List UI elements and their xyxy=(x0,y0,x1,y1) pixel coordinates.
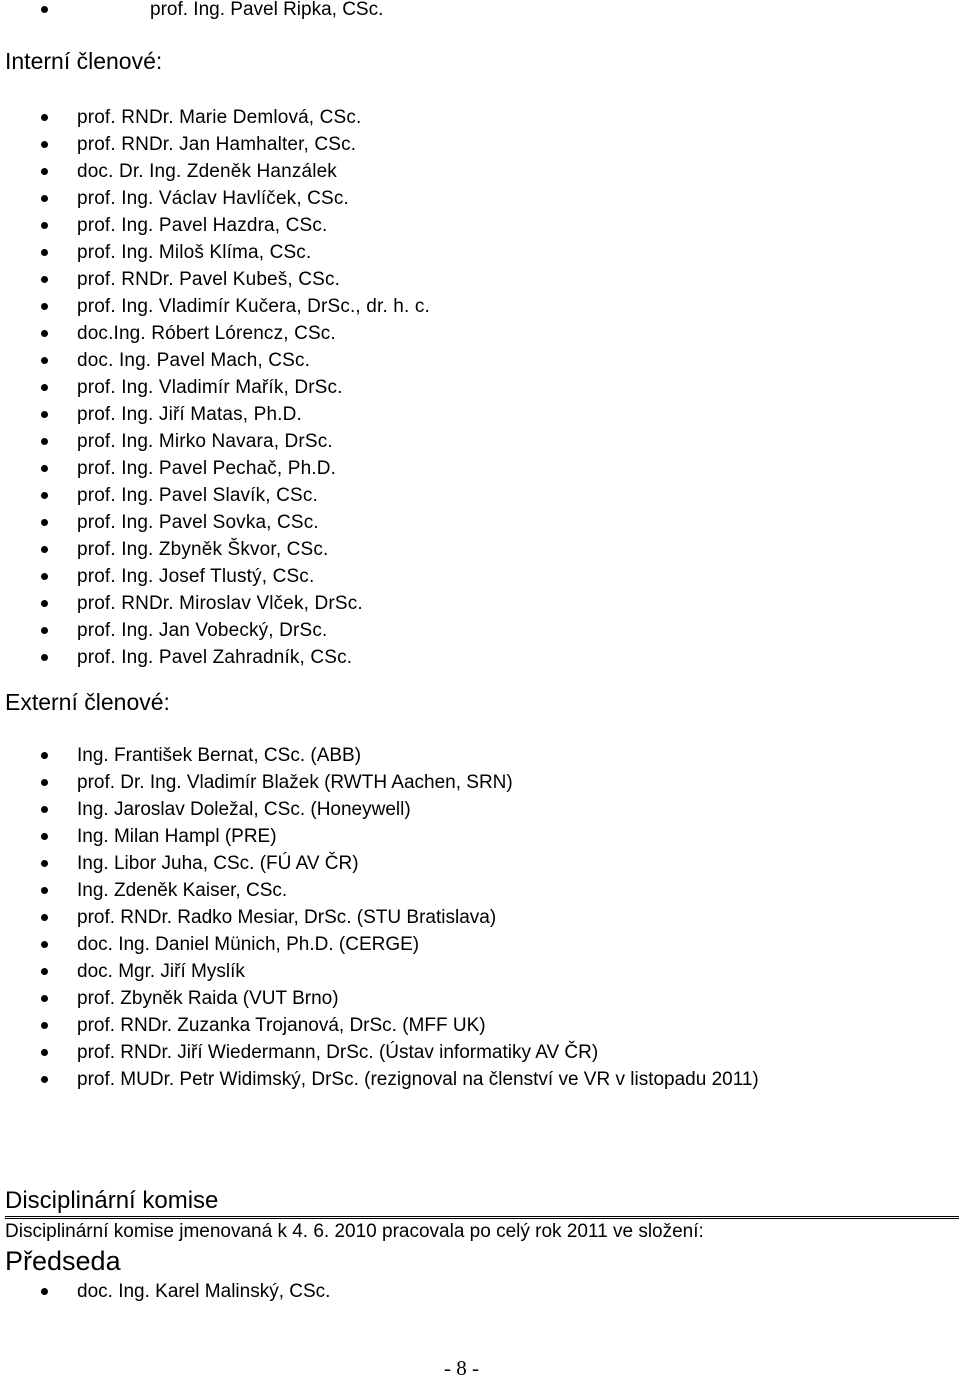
bullet-icon xyxy=(41,546,48,553)
bullet-icon xyxy=(41,860,48,867)
list-item xyxy=(0,104,960,131)
member-name: doc. Ing. Daniel Münich, Ph.D. (CERGE) xyxy=(77,934,420,955)
bullet-icon xyxy=(41,465,48,472)
member-name: prof. Ing. Vladimír Kučera, DrSc., dr. h. c. xyxy=(77,296,430,317)
member-name: prof. Ing. Miloš Klíma, CSc. xyxy=(77,242,312,263)
list-item xyxy=(0,877,960,904)
member-name: prof. Dr. Ing. Vladimír Blažek (RWTH Aachen, SRN) xyxy=(77,772,513,793)
member-name: prof. RNDr. Zuzanka Trojanová, DrSc. (MFF UK) xyxy=(77,1015,486,1036)
internal-members-heading: Interní členové: xyxy=(5,48,163,74)
external-members-heading: Externí členové: xyxy=(5,689,170,715)
list-item xyxy=(0,1278,960,1305)
bullet-icon xyxy=(41,968,48,975)
member-name: prof. RNDr. Jiří Wiedermann, DrSc. (Ústav informatiky AV ČR) xyxy=(77,1042,599,1063)
list-item xyxy=(0,239,960,266)
bullet-icon xyxy=(41,887,48,894)
bullet-icon xyxy=(41,249,48,256)
bullet-icon xyxy=(41,1022,48,1029)
bullet-icon xyxy=(41,995,48,1002)
list-item xyxy=(0,293,960,320)
bullet-icon xyxy=(41,1049,48,1056)
list-item xyxy=(0,536,960,563)
list-item xyxy=(0,1039,960,1066)
list-item xyxy=(0,985,960,1012)
bullet-icon xyxy=(41,438,48,445)
bullet-icon xyxy=(41,914,48,921)
list-item xyxy=(0,482,960,509)
bullet-icon xyxy=(41,519,48,526)
member-name: doc.Ing. Róbert Lórencz, CSc. xyxy=(77,323,336,344)
member-name: doc. Ing. Karel Malinský, CSc. xyxy=(77,1281,331,1302)
bullet-icon xyxy=(41,492,48,499)
member-name: prof. Ing. Pavel Hazdra, CSc. xyxy=(77,215,328,236)
bullet-icon xyxy=(41,276,48,283)
member-name: prof. RNDr. Marie Demlová, CSc. xyxy=(77,107,362,128)
member-name: doc. Mgr. Jiří Myslík xyxy=(77,961,245,982)
disciplinary-committee-title: Disciplinární komise xyxy=(5,1187,219,1214)
member-name: prof. Ing. Pavel Ripka, CSc. xyxy=(150,0,384,20)
chair-list xyxy=(0,1278,960,1305)
bullet-icon xyxy=(41,222,48,229)
member-name: prof. RNDr. Jan Hamhalter, CSc. xyxy=(77,134,357,155)
list-item xyxy=(0,904,960,931)
list-item xyxy=(0,212,960,239)
member-name: Ing. Jaroslav Doležal, CSc. (Honeywell) xyxy=(77,799,411,820)
bullet-icon xyxy=(41,806,48,813)
list-item xyxy=(0,401,960,428)
list-item xyxy=(0,644,960,671)
member-name: prof. Ing. Pavel Sovka, CSc. xyxy=(77,512,319,533)
bullet-icon xyxy=(41,779,48,786)
member-name: prof. Ing. Jan Vobecký, DrSc. xyxy=(77,620,328,641)
member-name: prof. Ing. Josef Tlustý, CSc. xyxy=(77,566,315,587)
member-name: prof. Ing. Pavel Pechač, Ph.D. xyxy=(77,458,337,479)
list-item xyxy=(0,1066,960,1093)
internal-member-list xyxy=(0,104,960,671)
bullet-icon xyxy=(41,141,48,148)
member-name: prof. Ing. Mirko Navara, DrSc. xyxy=(77,431,333,452)
list-item xyxy=(0,769,960,796)
member-name: prof. Ing. Václav Havlíček, CSc. xyxy=(77,188,349,209)
list-item xyxy=(0,617,960,644)
list-item xyxy=(0,742,960,769)
member-name: prof. Ing. Zbyněk Škvor, CSc. xyxy=(77,539,329,560)
member-name: prof. Ing. Pavel Zahradník, CSc. xyxy=(77,647,353,668)
list-item xyxy=(0,158,960,185)
member-name: doc. Dr. Ing. Zdeněk Hanzálek xyxy=(77,161,337,182)
member-name: prof. RNDr. Radko Mesiar, DrSc. (STU Bratislava) xyxy=(77,907,497,928)
member-name: doc. Ing. Pavel Mach, CSc. xyxy=(77,350,311,371)
member-name: Ing. Milan Hampl (PRE) xyxy=(77,826,277,847)
bullet-icon xyxy=(41,195,48,202)
list-item xyxy=(0,0,960,23)
member-name: prof. RNDr. Pavel Kubeš, CSc. xyxy=(77,269,341,290)
list-item xyxy=(0,131,960,158)
bullet-icon xyxy=(41,573,48,580)
member-name: prof. Ing. Jiří Matas, Ph.D. xyxy=(77,404,302,425)
top-member-list xyxy=(0,0,960,23)
member-name: Ing. František Bernat, CSc. (ABB) xyxy=(77,745,362,766)
bullet-icon xyxy=(41,1288,48,1295)
list-item xyxy=(0,374,960,401)
list-item xyxy=(0,590,960,617)
list-item xyxy=(0,563,960,590)
bullet-icon xyxy=(41,600,48,607)
member-name: prof. Ing. Pavel Slavík, CSc. xyxy=(77,485,318,506)
list-item xyxy=(0,1012,960,1039)
member-name: Ing. Zdeněk Kaiser, CSc. xyxy=(77,880,288,901)
bullet-icon xyxy=(41,303,48,310)
bullet-icon xyxy=(41,357,48,364)
bullet-icon xyxy=(41,752,48,759)
member-name: prof. RNDr. Miroslav Vlček, DrSc. xyxy=(77,593,363,614)
bullet-icon xyxy=(41,168,48,175)
member-name: prof. Zbyněk Raida (VUT Brno) xyxy=(77,988,339,1009)
list-item xyxy=(0,185,960,212)
list-item xyxy=(0,320,960,347)
list-item xyxy=(0,796,960,823)
list-item xyxy=(0,931,960,958)
list-item xyxy=(0,347,960,374)
list-item xyxy=(0,455,960,482)
chair-heading: Předseda xyxy=(5,1246,121,1276)
list-item xyxy=(0,823,960,850)
list-item xyxy=(0,428,960,455)
bullet-icon xyxy=(41,654,48,661)
list-item xyxy=(0,509,960,536)
member-name: prof. MUDr. Petr Widimský, DrSc. (rezignoval na členství ve VR v listopadu 2011) xyxy=(77,1069,759,1090)
list-item xyxy=(0,958,960,985)
bullet-icon xyxy=(41,114,48,121)
bullet-icon xyxy=(41,384,48,391)
bullet-icon xyxy=(41,411,48,418)
list-item xyxy=(0,266,960,293)
bullet-icon xyxy=(41,833,48,840)
external-member-list xyxy=(0,742,960,1093)
bullet-icon xyxy=(41,627,48,634)
bullet-icon xyxy=(41,941,48,948)
disciplinary-intro: Disciplinární komise jmenovaná k 4. 6. 2010 pracovala po celý rok 2011 ve složení: xyxy=(5,1221,704,1242)
bullet-icon xyxy=(41,330,48,337)
list-item xyxy=(0,850,960,877)
member-name: prof. Ing. Vladimír Mařík, DrSc. xyxy=(77,377,343,398)
member-name: Ing. Libor Juha, CSc. (FÚ AV ČR) xyxy=(77,853,359,874)
page-number-text: - 8 - xyxy=(444,1356,479,1380)
bullet-icon xyxy=(41,1076,48,1083)
bullet-icon xyxy=(41,6,48,13)
